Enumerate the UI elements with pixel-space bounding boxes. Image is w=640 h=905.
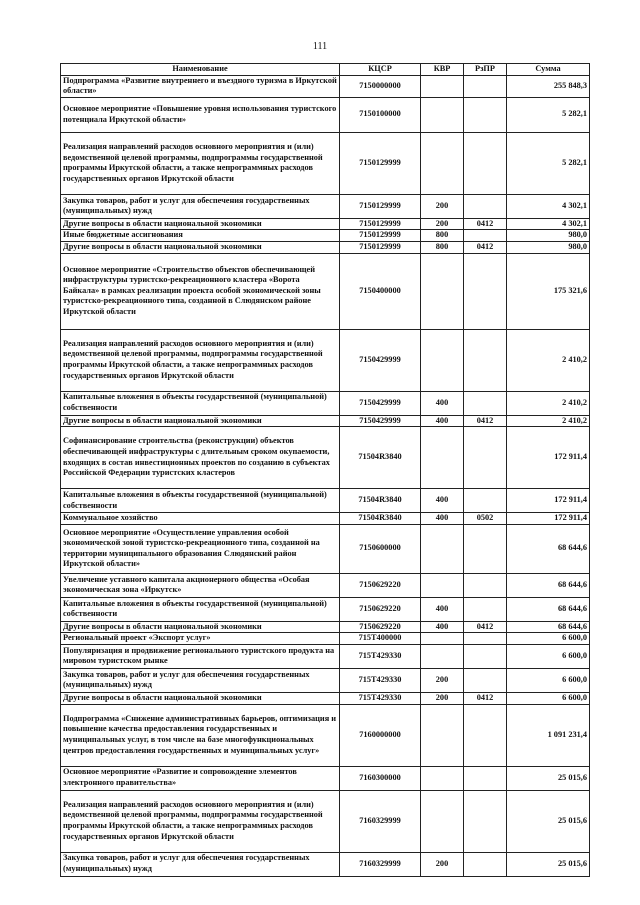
cell-name: Другие вопросы в области национальной экономики [61,241,340,253]
cell-sum: 172 911,4 [507,427,590,489]
cell-kcsr: 7150629220 [340,573,421,597]
cell-kcsr: 7150129999 [340,230,421,242]
cell-rzpr [464,633,507,645]
cell-name: Основное мероприятие «Развитие и сопровождение элементов электронного правительства» [61,766,340,790]
cell-rzpr [464,329,507,391]
cell-name: Иные бюджетные ассигнования [61,230,340,242]
cell-name: Закупка товаров, работ и услуг для обеспечения государственных (муниципальных) нужд [61,668,340,692]
cell-kcsr: 7150429999 [340,415,421,427]
table-row [61,194,590,218]
cell-sum: 172 911,4 [507,513,590,525]
cell-rzpr: 0412 [464,621,507,633]
header-kvr: КВР [421,64,464,76]
cell-sum: 172 911,4 [507,489,590,513]
table-row [61,241,590,253]
cell-kvr [421,253,464,329]
cell-sum: 5 282,1 [507,132,590,194]
cell-rzpr [464,704,507,766]
cell-kvr [421,132,464,194]
table-row [61,524,590,573]
cell-kvr: 400 [421,621,464,633]
table-row [61,852,590,876]
table-row [61,692,590,704]
cell-kcsr: 7150129999 [340,218,421,230]
cell-sum: 68 644,6 [507,573,590,597]
cell-sum: 175 321,6 [507,253,590,329]
cell-sum: 980,0 [507,230,590,242]
cell-name: Закупка товаров, работ и услуг для обеспечения государственных (муниципальных) нужд [61,194,340,218]
cell-sum: 6 600,0 [507,692,590,704]
cell-rzpr [464,253,507,329]
table-row [61,97,590,132]
cell-name: Другие вопросы в области национальной экономики [61,218,340,230]
cell-name: Другие вопросы в области национальной экономики [61,415,340,427]
table-row [61,513,590,525]
header-name: Наименование [61,64,340,76]
table-row [61,489,590,513]
cell-rzpr [464,427,507,489]
cell-sum: 4 302,1 [507,194,590,218]
cell-kcsr: 7160300000 [340,766,421,790]
cell-kcsr: 7150429999 [340,391,421,415]
cell-rzpr [464,790,507,852]
table-row [61,621,590,633]
cell-kcsr: 7150100000 [340,97,421,132]
cell-rzpr [464,597,507,621]
cell-kvr [421,75,464,97]
cell-kvr: 200 [421,852,464,876]
cell-rzpr [464,230,507,242]
cell-name: Капитальные вложения в объекты государственной (муниципальной) собственности [61,489,340,513]
cell-kvr [421,329,464,391]
header-rzpr: РзПР [464,64,507,76]
cell-rzpr [464,132,507,194]
cell-kcsr: 7160329999 [340,790,421,852]
cell-sum: 980,0 [507,241,590,253]
cell-rzpr [464,644,507,668]
cell-name: Софинансирование строительства (реконструкции) объектов обеспечивающей инфраструктуры с длительным сроком окупаемости, входящих в состав инвестиционных проектов по созданию в субъектах Российской Федерации туристских кластеров [61,427,340,489]
cell-name: Популяризация и продвижение регионального туристского продукта на мировом туристском рынке [61,644,340,668]
table-row [61,253,590,329]
cell-sum: 25 015,6 [507,790,590,852]
cell-kvr: 400 [421,513,464,525]
cell-sum: 68 644,6 [507,621,590,633]
cell-rzpr: 0412 [464,241,507,253]
table-row [61,132,590,194]
table-row [61,329,590,391]
cell-rzpr [464,489,507,513]
cell-rzpr [464,766,507,790]
table-row [61,597,590,621]
table-row [61,704,590,766]
cell-kcsr: 7150629220 [340,597,421,621]
cell-sum: 2 410,2 [507,329,590,391]
cell-kcsr: 7150429999 [340,329,421,391]
cell-sum: 6 600,0 [507,668,590,692]
table-row [61,644,590,668]
table-row [61,75,590,97]
table-header-row [61,64,590,76]
cell-rzpr: 0502 [464,513,507,525]
cell-kcsr: 715T429330 [340,668,421,692]
cell-kcsr: 71504R3840 [340,489,421,513]
table-row [61,427,590,489]
cell-kcsr: 7160000000 [340,704,421,766]
cell-sum: 4 302,1 [507,218,590,230]
cell-name: Подпрограмма «Развитие внутреннего и въездного туризма в Иркутской области» [61,75,340,97]
cell-sum: 25 015,6 [507,766,590,790]
cell-sum: 255 848,3 [507,75,590,97]
cell-name: Закупка товаров, работ и услуг для обеспечения государственных (муниципальных) нужд [61,852,340,876]
cell-kcsr: 71504R3840 [340,513,421,525]
cell-kvr: 400 [421,415,464,427]
cell-kcsr: 715T429330 [340,644,421,668]
cell-kvr [421,97,464,132]
cell-rzpr: 0412 [464,692,507,704]
header-kcsr: КЦСР [340,64,421,76]
cell-kcsr: 7150600000 [340,524,421,573]
cell-kvr [421,766,464,790]
cell-sum: 2 410,2 [507,391,590,415]
cell-name: Капитальные вложения в объекты государственной (муниципальной) собственности [61,391,340,415]
cell-kvr: 200 [421,194,464,218]
table-row [61,766,590,790]
table-row [61,790,590,852]
cell-sum: 68 644,6 [507,597,590,621]
cell-name: Основное мероприятие «Повышение уровня использования туристского потенциала Иркутской области» [61,97,340,132]
cell-kvr [421,427,464,489]
cell-kcsr: 7150129999 [340,194,421,218]
cell-rzpr: 0412 [464,415,507,427]
cell-sum: 6 600,0 [507,644,590,668]
cell-kcsr: 7150129999 [340,132,421,194]
cell-kvr: 200 [421,692,464,704]
table-row [61,573,590,597]
table-row [61,391,590,415]
table-row [61,218,590,230]
cell-name: Капитальные вложения в объекты государственной (муниципальной) собственности [61,597,340,621]
cell-kvr [421,573,464,597]
cell-name: Другие вопросы в области национальной экономики [61,621,340,633]
table-row [61,668,590,692]
cell-rzpr [464,668,507,692]
cell-sum: 2 410,2 [507,415,590,427]
cell-name: Другие вопросы в области национальной экономики [61,692,340,704]
cell-kcsr: 7160329999 [340,852,421,876]
cell-name: Реализация направлений расходов основного мероприятия и (или) ведомственной целевой программы, подпрограммы государственной программы Иркутской области, а также непрограммных расходов государственных органов Иркутской области [61,329,340,391]
cell-kvr: 800 [421,241,464,253]
cell-kvr [421,790,464,852]
cell-name: Реализация направлений расходов основного мероприятия и (или) ведомственной целевой программы, подпрограммы государственной программы Иркутской области, а также непрограммных расходов государственных органов Иркутской области [61,132,340,194]
cell-sum: 1 091 231,4 [507,704,590,766]
table-row [61,633,590,645]
cell-kvr: 800 [421,230,464,242]
cell-name: Подпрограмма «Снижение административных барьеров, оптимизация и повышение качества предоставления государственных и муниципальных услуг, в том числе на базе многофункциональных центров предоставления государственных и муниципальных услуг» [61,704,340,766]
page-number: 111 [312,41,328,52]
cell-rzpr [464,97,507,132]
cell-name: Увеличение уставного капитала акционерного общества «Особая экономическая зона «Иркутск» [61,573,340,597]
cell-kvr [421,633,464,645]
cell-kvr: 200 [421,668,464,692]
cell-rzpr [464,852,507,876]
cell-kvr [421,524,464,573]
cell-kcsr: 715T400000 [340,633,421,645]
cell-name: Реализация направлений расходов основного мероприятия и (или) ведомственной целевой программы, подпрограммы государственной программы Иркутской области, а также непрограммных расходов государственных органов Иркутской области [61,790,340,852]
cell-rzpr [464,194,507,218]
cell-name: Коммунальное хозяйство [61,513,340,525]
cell-rzpr [464,391,507,415]
budget-table [60,63,590,877]
cell-kvr: 400 [421,391,464,415]
cell-kcsr: 7150400000 [340,253,421,329]
cell-rzpr: 0412 [464,218,507,230]
table-row [61,415,590,427]
cell-kcsr: 7150129999 [340,241,421,253]
cell-rzpr [464,75,507,97]
table-row [61,230,590,242]
cell-kvr [421,644,464,668]
cell-sum: 6 600,0 [507,633,590,645]
cell-rzpr [464,573,507,597]
header-sum: Сумма [507,64,590,76]
cell-kcsr: 71504R3840 [340,427,421,489]
cell-sum: 25 015,6 [507,852,590,876]
cell-kcsr: 715T429330 [340,692,421,704]
cell-kcsr: 7150629220 [340,621,421,633]
cell-kcsr: 7150000000 [340,75,421,97]
cell-name: Основное мероприятие «Строительство объектов обеспечивающей инфраструктуры туристско-рекреационного кластера «Ворота Байкала» в рамках реализации проекта особой экономической зоны туристско-рекреационного типа, созданной в Слюдянском районе Иркутской области [61,253,340,329]
cell-sum: 68 644,6 [507,524,590,573]
cell-name: Региональный проект «Экспорт услуг» [61,633,340,645]
cell-rzpr [464,524,507,573]
cell-name: Основное мероприятие «Осуществление управления особой экономической зоной туристско-рекреационного типа, созданной на территории муниципального образования Слюдянский район Иркутской области» [61,524,340,573]
cell-kvr [421,704,464,766]
cell-kvr: 400 [421,597,464,621]
cell-sum: 5 282,1 [507,97,590,132]
cell-kvr: 200 [421,218,464,230]
cell-kvr: 400 [421,489,464,513]
